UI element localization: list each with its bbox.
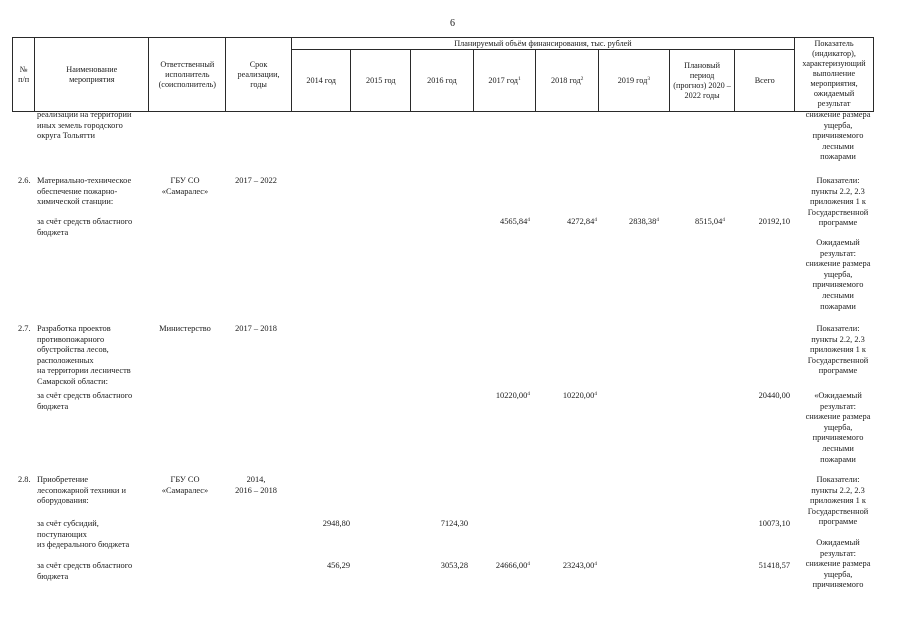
header-funding: Планируемый объём финансирования, тыс. рублей <box>291 38 794 50</box>
item-2-6-funding-label: за счёт средств областного бюджета <box>37 217 133 237</box>
item-2-7-total: 20440,00 <box>758 391 790 400</box>
item-2-8-2017: 24666,00$^4$ <box>495 561 530 570</box>
item-2-6-plan: 8515,04$^4$ <box>695 217 725 226</box>
item-2-8-name: Приобретение лесопожарной техники и оборудования: <box>37 475 126 506</box>
header-term: Срок реализации, годы <box>226 38 292 112</box>
header-plan: Плановый период (прогноз) 2020 – 2022 годы <box>669 50 735 112</box>
item-2-8-fed-total: 10073,10 <box>758 519 790 528</box>
item-2-6-total: 20192,10 <box>758 217 790 226</box>
item-2-8-term: 2014, 2016 – 2018 <box>235 475 277 495</box>
header-name: Наименование мероприятия <box>35 38 149 112</box>
item-2-7-2017: 10220,00$^4$ <box>495 391 530 400</box>
item-2-8-funding-label: за счёт средств областного бюджета <box>37 561 133 581</box>
item-2-8-result: Ожидаемый результат: снижение размера ущерба, причиняемого <box>805 538 871 590</box>
header-executor: Ответственный исполнитель (соисполнитель) <box>149 38 226 112</box>
table-body <box>12 110 874 640</box>
continuation-indicator: снижение размера ущерба, причиняемого лесными пожарами <box>805 110 871 162</box>
item-2-8-2018: 23243,00$^4$ <box>562 561 597 570</box>
item-2-6-term: 2017 – 2022 <box>235 176 277 185</box>
item-2-6-result: Ожидаемый результат: снижение размера ущерба, причиняемого лесными пожарами <box>805 238 871 311</box>
item-2-7-executor: Министерство <box>159 324 211 333</box>
item-2-7-2018: 10220,00$^4$ <box>562 391 597 400</box>
header-2018: 2018 год$^2$ <box>536 50 599 112</box>
item-2-6-executor: ГБУ СО «Самаралес» <box>161 176 209 196</box>
item-2-6-indicator: Показатели: пункты 2.2, 2.3 приложения 1 к Государственной программе <box>807 176 869 228</box>
item-2-6-num: 2.6. <box>18 176 31 185</box>
item-2-8-2016: 3053,28 <box>440 561 468 570</box>
header-num: № п/п <box>13 38 35 112</box>
header-2015: 2015 год <box>351 50 411 112</box>
item-2-6-2018: 4272,84$^4$ <box>567 217 597 226</box>
item-2-8-2014: 456,29 <box>326 561 350 570</box>
item-2-7-num: 2.7. <box>18 324 31 333</box>
item-2-7-term: 2017 – 2018 <box>235 324 277 333</box>
item-2-7-funding-label: за счёт средств областного бюджета <box>37 391 133 411</box>
continuation-name: реализации на территории иных земель городского округа Тольятти <box>37 110 132 141</box>
header-2014: 2014 год <box>291 50 351 112</box>
item-2-8-num: 2.8. <box>18 475 31 484</box>
item-2-8-federal-label: за счёт субсидий, поступающих из федерального бюджета <box>37 519 130 550</box>
header-2017: 2017 год$^1$ <box>473 50 536 112</box>
item-2-8-total: 51418,57 <box>758 561 790 570</box>
item-2-8-fed-2014: 2948,80 <box>322 519 350 528</box>
item-2-8-fed-2016: 7124,30 <box>440 519 468 528</box>
item-2-8-executor: ГБУ СО «Самаралес» <box>161 475 209 495</box>
item-2-7-name: Разработка проектов противопожарного обустройства лесов, расположенных на территории лесничеств Самарской области: <box>37 324 131 386</box>
item-2-8-indicator: Показатели: пункты 2.2, 2.3 приложения 1 к Государственной программе <box>807 475 869 527</box>
page-number: 6 <box>450 18 455 29</box>
table-header <box>12 37 874 112</box>
item-2-6-name: Материально-техническое обеспечение пожарно- химической станции: <box>37 176 132 207</box>
item-2-6-2019: 2838,38$^4$ <box>629 217 659 226</box>
header-2019: 2019 год$^3$ <box>599 50 670 112</box>
item-2-7-indicator: Показатели: пункты 2.2, 2.3 приложения 1 к Государственной программе <box>807 324 869 376</box>
header-total: Всего <box>735 50 795 112</box>
item-2-6-2017: 4565,84$^4$ <box>500 217 530 226</box>
item-2-7-result: «Ожидаемый результат: снижение размера ущерба, причиняемого лесными пожарами <box>805 391 871 464</box>
header-2016: 2016 год <box>411 50 474 112</box>
header-indicator: Показатель (индикатор), характеризующий выполнение мероприятия, ожидаемый результат <box>795 38 874 112</box>
